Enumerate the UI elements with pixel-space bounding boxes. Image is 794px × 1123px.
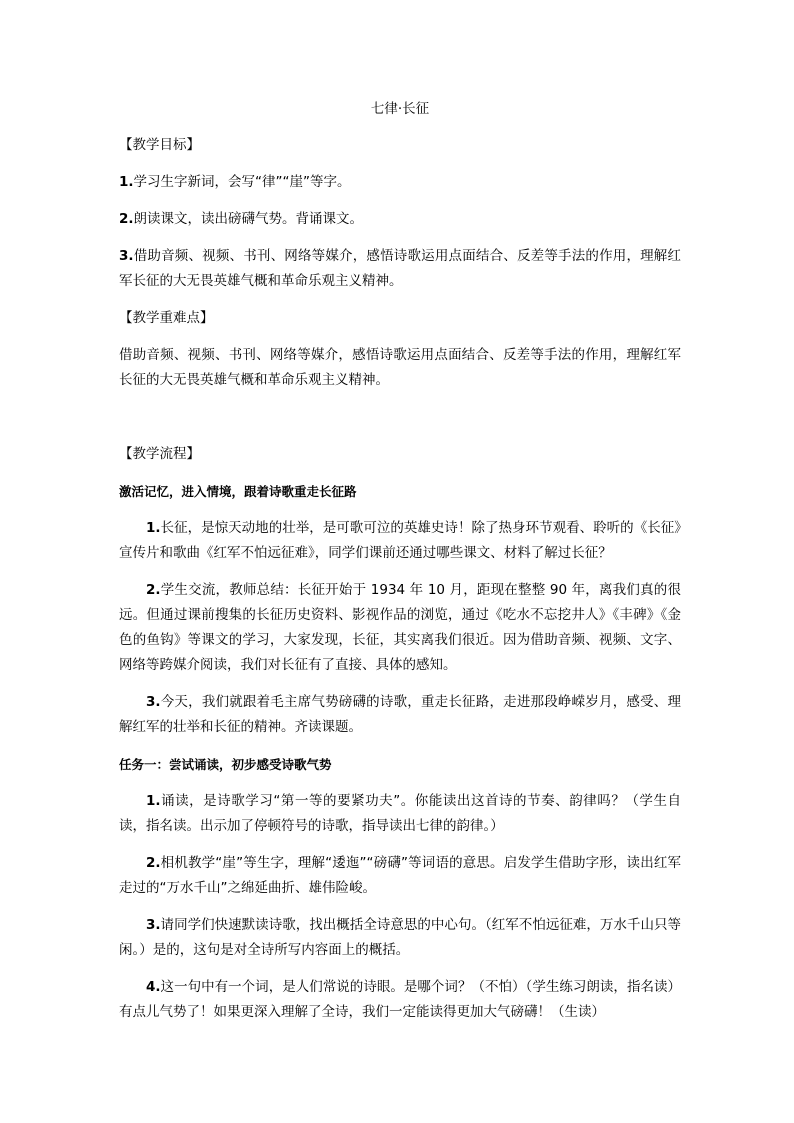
item-text: 这一句中有一个词，是人们常说的诗眼。是哪个词？（不怕）（学生练习朗读，指名读）有点儿气势了！如果更深入理解了全诗，我们一定能读得更加大气磅礴！（生读） xyxy=(119,979,681,1020)
objective-item-1 xyxy=(119,170,681,195)
item-text: 请同学们快速默读诗歌，找出概括全诗意思的中心句。（红军不怕远征难，万水千山只等闲。）是的，这句是对全诗所写内容面上的概括。 xyxy=(119,917,681,958)
section-spacer xyxy=(119,405,681,442)
item-text: 长征，是惊天动地的壮举，是可歌可泣的英雄史诗！除了热身环节观看、聆听的《长征》宣传片和歌曲《红军不怕远征难》，同学们课前还通过哪些课文、材料了解过长征？ xyxy=(119,520,681,561)
item-text: 诵读，是诗歌学习“第一等的要紧功夫”。你能读出这首诗的节奏、韵律吗？（学生自读，指名读。出示加了停顿符号的诗歌，指导读出七律的韵律。） xyxy=(119,793,681,834)
part1-item-3 xyxy=(119,690,681,740)
objective-number: 1. xyxy=(119,174,134,190)
objective-number: 2. xyxy=(119,211,134,227)
part1-item-1 xyxy=(119,516,681,566)
item-number: 1. xyxy=(146,793,161,809)
item-number: 3. xyxy=(146,694,161,710)
objective-item-3 xyxy=(119,244,681,294)
part2-item-3 xyxy=(119,913,681,963)
part2-item-4 xyxy=(119,975,681,1025)
item-text: 学生交流，教师总结：长征开始于 1934 年 10 月，距现在整整 90 年，离我们真的很远。但通过课前搜集的长征历史资料、影视作品的浏览，通过《吃水不忘挖井人》《丰碑》《金色的鱼钩》等课文的学习，大家发现，长征，其实离我们很近。因为借助音频、视频、文字、网络等跨媒介阅读，我们对长征有了直接、具体的感知。 xyxy=(119,582,681,673)
objective-text: 学习生字新词，会写“律”“崖”等字。 xyxy=(133,174,351,190)
objectives-heading: 【教学目标】 xyxy=(119,137,200,153)
item-text: 相机教学“崖”等生字，理解“逶迤”“磅礴”等词语的意思。启发学生借助字形，读出红军走过的“万水千山”之绵延曲折、雄伟险峻。 xyxy=(119,855,681,896)
document-title: 七律·长征 xyxy=(370,101,430,117)
part2-item-2 xyxy=(119,851,681,901)
item-number: 2. xyxy=(146,582,161,598)
part2-heading: 任务一：尝试诵读，初步感受诗歌气势 xyxy=(119,757,332,772)
objective-number: 3. xyxy=(119,248,134,264)
item-text: 今天，我们就跟着毛主席气势磅礴的诗歌，重走长征路，走进那段峥嵘岁月，感受、理解红军的壮举和长征的精神。齐读课题。 xyxy=(119,694,681,735)
document-body xyxy=(119,97,681,1037)
objective-text: 借助音频、视频、书刊、网络等媒介，感悟诗歌运用点面结合、反差等手法的作用，理解红军长征的大无畏英雄气概和革命乐观主义精神。 xyxy=(119,248,681,289)
item-number: 2. xyxy=(146,855,161,871)
item-number: 4. xyxy=(146,979,161,995)
key-points-heading: 【教学重难点】 xyxy=(119,310,214,326)
part1-item-2 xyxy=(119,578,681,678)
part2-item-1 xyxy=(119,789,681,839)
objective-item-2 xyxy=(119,207,681,232)
key-points-text: 借助音频、视频、书刊、网络等媒介，感悟诗歌运用点面结合、反差等手法的作用，理解红军长征的大无畏英雄气概和革命乐观主义精神。 xyxy=(119,347,681,388)
process-heading: 【教学流程】 xyxy=(119,446,200,462)
objective-text: 朗读课文，读出磅礴气势。背诵课文。 xyxy=(133,211,364,227)
item-number: 1. xyxy=(146,520,161,536)
item-number: 3. xyxy=(146,917,161,933)
part1-heading: 激活记忆，进入情境，跟着诗歌重走长征路 xyxy=(119,484,357,499)
